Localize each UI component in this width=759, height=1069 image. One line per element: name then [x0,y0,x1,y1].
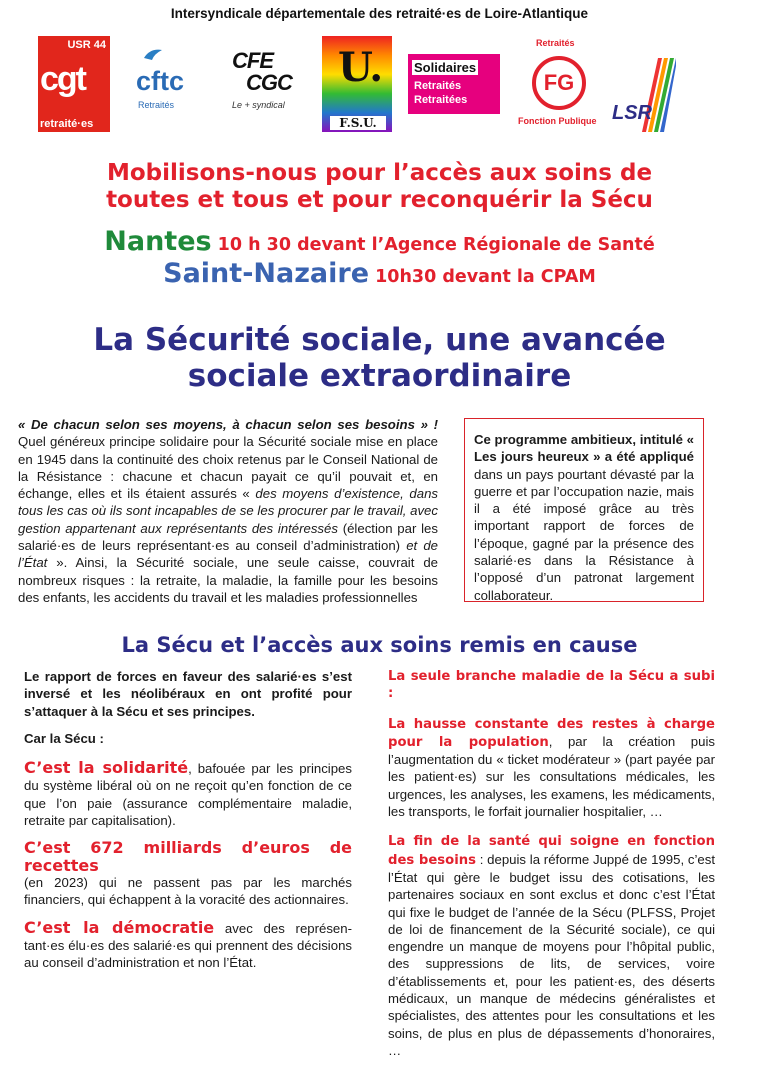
nantes-line [0,226,759,257]
right-r1-title: La hausse constante des restes à charge pour la population [388,716,715,750]
cfecgc-logo-line2: CGC [246,70,292,95]
mobilisation-heading [0,160,759,214]
mobilisation-line1: Mobilisons-nous pour l’accès aux soins de [106,160,653,186]
left-section-recettes [24,839,352,908]
fp-logo [514,36,600,132]
secu-title-line2: sociale extraordinaire [187,358,572,394]
cgt-logo-bottom: retraité·es [40,118,94,130]
saintnazaire-line [0,258,759,289]
box-bold: Ce programme ambitieux, intitulé « Les jours heureux » a été appliqué [474,432,694,465]
fsu-logo-sub: F.S.U. [330,116,386,130]
union-logos [38,36,728,136]
right-section-sante [388,832,715,1059]
left-s2-text: (en 2023) qui ne passent pas par les marchés financiers, qui échappent à la voracité des actionnaires. [24,874,352,908]
intro-text2: (élection par les salarié·es de leurs représentant·es au conseil d’administration) [18,520,438,554]
lsr-logo [612,58,676,132]
lsr-logo-main: LSR [612,102,652,124]
left-s1-title: C’est la solidarité [24,758,189,778]
solidaires-logo-line1: Solidaires [414,60,477,75]
intro-text1: Quel généreux principe solidaire pour la Sécurité sociale mise en place en 1945 dans la continuité des choix retenus par le Conseil National de la Résistance : chacune et chacun payait ce qu’il pouvait et, en échange, elles et ils étaient assurés « [18,434,438,502]
mobilisation-line2: toutes et tous et pour reconquérir la Sécu [106,187,653,213]
soins-title: La Sécu et l’accès aux soins remis en cause [121,633,638,657]
intro-italic1: des moyens d’existence, dans tous les cas où ils sont incapables de se les procurer par le travail, avec gestion appartenant aux représentants des intéressés [18,486,438,536]
cfecgc-logo [228,36,300,132]
left-s1-text: , bafouée par les principes du système libéral où on ne reçoit qu’en fonction de ce que l’on paie (assurance complémentaire maladie, retraite par capitalisation). [24,761,352,829]
intro-paragraph [18,416,438,606]
cftc-logo [134,36,208,132]
secu-title [0,322,759,394]
cgt-logo-top: USR 44 [67,39,106,51]
nantes-city: Nantes [104,226,212,257]
cgt-logo [38,36,110,132]
right-section-restes [388,715,715,821]
left-column [24,668,352,981]
right-r1-text: , par la création puis l’augmentation du « ticket modérateur » (part payée par les patient·es) sur les consultations médicales, les urgences, les analyses, les examens, les médicaments, les transports, le forfait journalier hospitalier, … [388,733,715,820]
intro-italic2: et de l’État [18,538,438,571]
left-p2: Car la Sécu : [24,730,104,746]
right-r2-title: La fin de la santé qui soigne en fonction des besoins [388,834,715,868]
header-title: Intersyndicale départementale des retraité·es de Loire-Atlantique [170,6,589,21]
fp-logo-main: FG [532,56,586,110]
box-text: dans un pays pourtant dévasté par la guerre et par l’occupation nazie, mais il a été imposé grâce au très important rapport de forces de l’époque, gagné par la présence des salarié·es dans la Résistance à l’opposé d’un patronat largement collaborateur. [474,466,694,603]
left-section-solidarite [24,759,352,829]
solidaires-logo-line3: Retraitées [414,94,468,106]
left-s3-text: avec des représen-tant·es élu·es des salarié·es qui prennent des décisions au conseil d’administration et non l’État. [24,920,352,971]
nantes-details: 10 h 30 devant l’Agence Régionale de Santé [211,235,655,255]
cfecgc-logo-sub: Le + syndical [232,100,285,110]
dove-icon [142,46,164,64]
fsu-logo [322,36,392,132]
left-section-democratie [24,919,352,972]
solidaires-logo [408,54,500,114]
intro-quote: « De chacun selon ses moyens, à chacun selon ses besoins » ! [18,417,438,432]
cfecgc-logo-line1: CFE [232,48,273,73]
saintnazaire-city: Saint-Nazaire [163,258,370,289]
fp-logo-arc2: Fonction Publique [518,116,597,126]
right-column [388,668,715,1069]
saintnazaire-details: 10h30 devant la CPAM [369,267,596,287]
jours-heureux-box [464,418,704,602]
intro-text3: ». Ainsi, la Sécurité sociale, une seule caisse, couvrait de nombreux risques : la retraite, la maladie, la famille pour les besoins des enfants, les accidents du travail et les maladies professionnelles [18,555,438,605]
cgt-logo-main: cgt [40,60,85,98]
cftc-logo-sub: Retraités [138,100,175,110]
right-r2-text: : depuis la réforme Juppé de 1995, c’est l’État qui gère le budget issu des cotisations, les partenaires sociaux en sont exclus et donc c’est l’État qui fixe le budget de l’année de la Sécu (PLFSS, Projet de loi de financement de la Sécurité sociale), ce qui engendre un manque de moyens pour l’hôpital public, des suppressions de lits, de services, voire d’établissements et, pour les patient·es, des déserts médicaux, un manque de médecins généralistes et spécialistes, des attentes pour les consultations et les soins, de plus en plus de dépassements d’honoraires, … [388,851,715,1058]
left-s3-title: C’est la démocratie [24,917,215,937]
fp-logo-arc1: Retraités [536,38,575,48]
left-p1: Le rapport de forces en faveur des salarié·es s’est inversé et les néolibéraux en ont profité pour s’attaquer à la Sécu et ses principes. [24,669,352,719]
cftc-logo-main: cftc [136,66,185,96]
solidaires-logo-line2: Retraités [414,80,462,92]
left-s2-title: C’est 672 milliards d’euros de recettes [24,838,352,875]
fsu-logo-main: U. [338,44,384,91]
secu-title-line1: La Sécurité sociale, une avancée [93,322,666,358]
right-intro: La seule branche maladie de la Sécu a subi : [388,669,715,702]
